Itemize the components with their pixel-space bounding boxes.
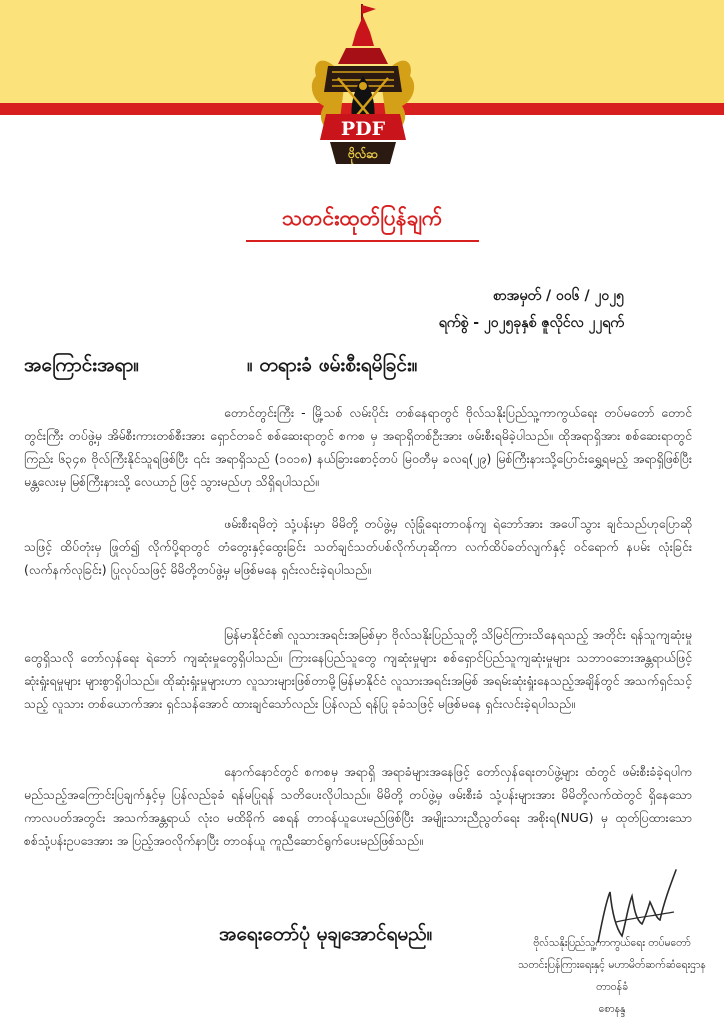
pdf-emblem-logo <box>302 2 424 172</box>
closing-slogan: အရေးတော်ပုံ မုချအောင်ရမည်။ <box>219 923 433 945</box>
subject-label: အကြောင်းအရာ။ <box>24 354 140 376</box>
title-underline <box>246 240 479 242</box>
body-paragraph-1: တောင်တွင်းကြီး - မြို့သစ် လမ်းပိုင်း တစ်နေရာတွင် ဗိုလ်သနိုးပြည်သူ့ကာကွယ်ရေး တပ်မတော် တောင်တွင်းကြီး တပ်ဖွဲ့မှ အိမ်စီးကားတစ်စီးအား ရှောင်တခင် စစ်ဆေးရာတွင် စကစ မှ အရာရှိတစ်ဦးအား ဖမ်းစီးရမိခဲ့ပါသည်။ ထိုအရာရှိအား စစ်ဆေးရာတွင် ကြည်း ၆၃၄၈ ဗိုလ်ကြီးနိုင်သူရဖြစ်ပြီး ၎င်း အရာရှိသည် (၁၀၁၈) နယ်ခြားစောင့်တပ် မြဝတီမှ ခလရ(၂၉) မြစ်ကြီးနားသို့ပြောင်းရွှေ့ရမည့် အရာရှိဖြစ်ပြီး မန္တလေးမှ မြစ်ကြီးနားသို့ လေယာဉ် ဖြင့် သွားမည်ဟု သိရှိရပါသည်။ <box>24 405 692 489</box>
page-title: သတင်းထုတ်ပြန်ချက် <box>281 206 443 230</box>
signature-name: စောနန္ဒ <box>598 1003 626 1015</box>
body-paragraph-4: နောက်နောင်တွင် စကစမှ အရာရှိ အရာခံများအနေဖြင့် တော်လှန်ရေးတပ်ဖွဲ့များ ထံတွင် ဖမ်းစီးခံခဲ့ရပါက မည်သည့်အကြောင်းပြချက်နှင့်မှ ပြန်လည်ခုခံ ရန်မပြုရန် သတိပေးလိုပါသည်။ မိမိတို့ တပ်ဖွဲ့မှ ဖမ်းစီးခံ သုံ့ပန်းများအား မိမိတို့လက်ထဲတွင် ရှိနေသော ကာလပတ်အတွင်း အသက်အန္တရာယ် လုံးဝ မထိခိုက် စေရန် တာဝန်ယူပေးမည်ဖြစ်ပြီး အမျိုးသားညီညွတ်ရေး အစိုးရ(NUG) မှ ထုတ်ပြထားသော စစ်သုံ့ပန်းဥပဒေအား အ ပြည့်အဝလိုက်နာပြီး တာဝန်ယူ ကူညီဆောင်ရွက်ပေးမည်ဖြစ်သည်။ <box>24 764 692 848</box>
signature-block <box>510 932 714 1020</box>
document-date: ရက်စွဲ - ၂၀၂၅ခုနှစ် ဇူလိုင်လ ၂၂ရက် <box>438 315 624 331</box>
body-paragraph-3: မြန်မာနိုင်ငံ၏ လူသားအရင်းအမြစ်မှာ ဗိုလ်သနိုးပြည်သူတို့ သိမြင်ကြားသိနေရသည့် အတိုင်း ရန်သူကျဆုံးမှုတွေရှိသလို တော်လှန်ရေး ရဲဘော် ကျဆုံးမှုတွေရှိပါသည်။ ကြားနေပြည်သူတွေ ကျဆုံးမှုများ စစ်ရှောင်ပြည်သူကျဆုံးမှုများ သဘာဝဘေးအန္တရာယ်ဖြင့် ဆုံးရှုံးရမှုများ များစွာရှိပါသည်။ ထိုဆုံးရှုံးမှုများဟာ လူသားများဖြစ်တာမို့မြန်မာနိုင်ငံ လူသားအရင်းအမြစ် အရမ်းဆုံးရှုံးနေသည့်အချိန်တွင် အသက်ရှင်သင့်သည့် လူသား တစ်ယောက်အား ရှင်သန်အောင် ထားချင်သော်လည်း ပြန်လည် ရန်ပြု ခုခံသဖြင့် မဖြစ်မနေ ရှင်းလင်းခဲ့ရပါသည်။ <box>24 627 692 711</box>
signature-org: ဗိုလ်သနိုးပြည်သူ့ကာကွယ်ရေး တပ်မတော် <box>533 937 691 949</box>
signature-role: တာဝန်ခံ <box>596 981 628 993</box>
reference-number: စာအမှတ် / ၀၀၆ / ၂၀၂၅ <box>493 288 624 304</box>
emblem-pdf-text: PDF <box>340 118 386 140</box>
signature-department: သတင်းပြန်ကြားရေးနှင့် မဟာမိတ်ဆက်ဆံရေးဌာန <box>518 959 706 971</box>
emblem-subtext: ဗိုလ်ဆ <box>348 147 378 161</box>
body-paragraph-2: ဖမ်းစီးရမိတဲ့ သုံ့ပန်းမှာ မိမိတို့ တပ်ဖွဲ့မှ လုံခြုံရေးတာဝန်ကျ ရဲဘော်အား အပေါ်သွား ချင်သည်ဟုပြောဆိုသဖြင့် ထိပ်တုံးမှ ဖြုတ်၍ လိုက်ပို့ရာတွင် တံတွေးနှင့်ထွေးခြင်း သတ်ချင်သတ်ပစ်လိုက်ဟုဆိုကာ လက်ထိပ်ခတ်လျက်နှင့် ဝင်ရောက် နပမ်း လုံးခြင်း (လက်နက်လုခြင်း) ပြုလုပ်သဖြင့် မိမိတို့တပ်ဖွဲ့မှ မဖြစ်မနေ ရှင်းလင်းခဲ့ရပါသည်။ <box>24 516 692 577</box>
subject-text: ။ တရားခံ ဖမ်းစီးရမိခြင်း။ <box>247 354 418 376</box>
